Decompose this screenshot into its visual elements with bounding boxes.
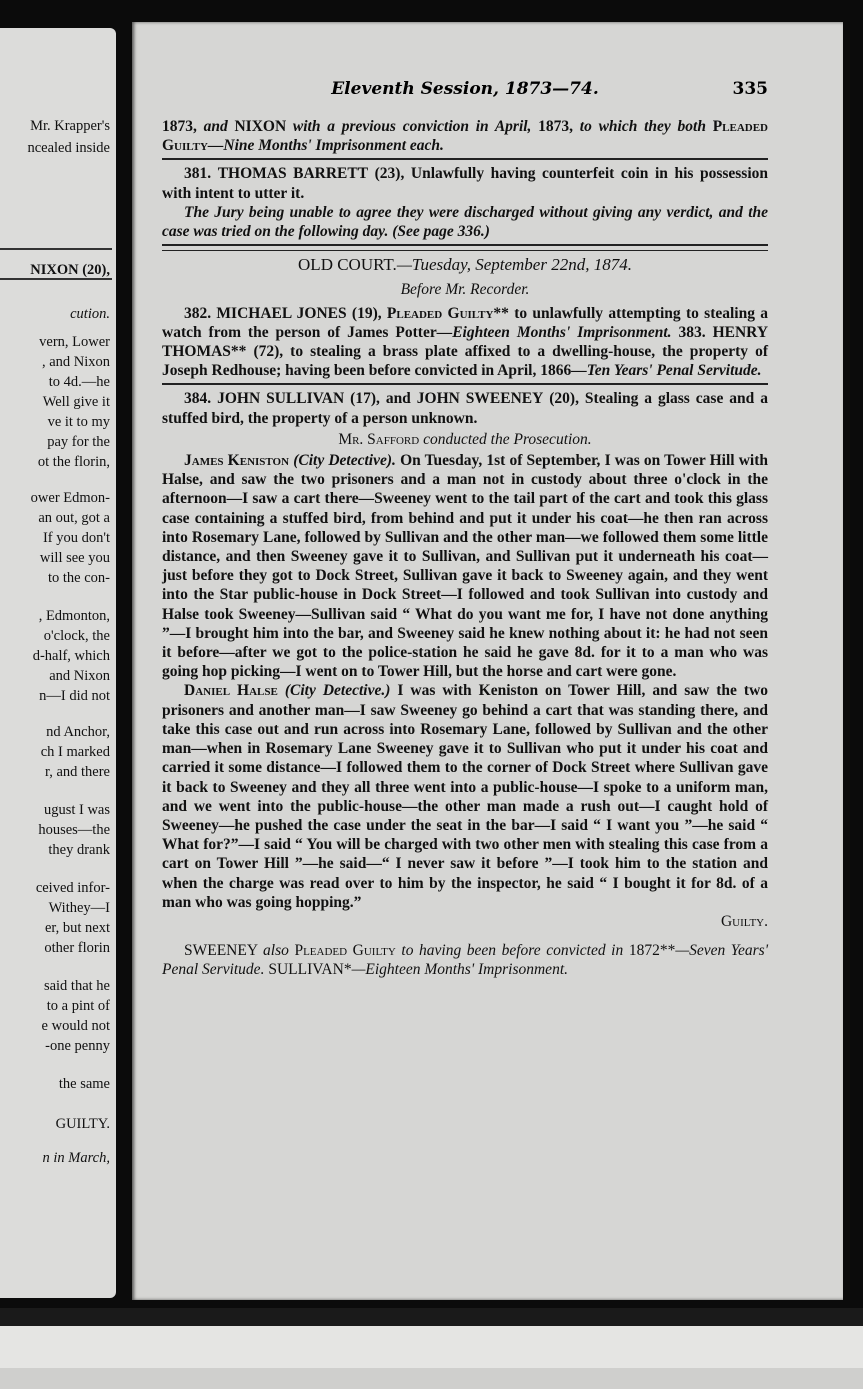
left-page-line: , Edmonton,	[38, 608, 110, 624]
left-page-line: Mr. Krapper's	[30, 118, 110, 134]
left-page-line: vern, Lower	[39, 334, 110, 350]
left-page-line: er, but next	[44, 920, 110, 936]
left-page-line: , and Nixon	[41, 354, 110, 370]
witness-halse: Daniel Halse (City Detective.) I was with Keniston on Tower Hill, and saw the two prisoners and another man—I saw Sweeney go behind a cart that was standing there, and take this case out and run across into Rosemary Lane, followed by Sullivan and the other man—when in Rosemary Lane Sweeney gave it to Sullivan who put it under his coat and carried it some distance—I followed them to the corner of Dock Street where Sullivan gave it back to Sweeney and they all three went into a public-house—I spoke to a uniform man, and we went into the public-house—the other man made a rush out—I caught hold of Sweeney—he pushed the case under the seat in the bar—I said “ I want you ”—he said “ What for?”—I said “ You will be charged with two other men with stealing this case from a cart on Tower Hill ”—he said—“ I never saw it before ”—I took him to the station and when the charge was read over to him by the inspector, he said “ I bought it for 8d. of a man who was going hopping.”	[162, 682, 769, 911]
left-page-line: said that he	[43, 978, 110, 994]
prosecution-line: Mr. Safford conducted the Prosecution.	[338, 430, 592, 448]
right-page	[132, 22, 843, 1300]
left-page-line: pay for the	[47, 434, 110, 450]
left-page-line: Withey—I	[48, 900, 110, 916]
case-381: 381. THOMAS BARRETT (23), Unlawfully having counterfeit coin in his possession with intent to utter it.	[162, 165, 769, 202]
left-page-line: ot the florin,	[37, 454, 110, 470]
left-page-line: ncealed inside	[27, 140, 110, 156]
session-title: Eleventh Session, 1873—74.	[331, 79, 599, 99]
left-page-line: ugust I was	[43, 802, 110, 818]
left-page-line: to a pint of	[46, 998, 110, 1014]
left-page-line: d-half, which	[32, 648, 110, 664]
court-heading: OLD COURT.—Tuesday, September 22nd, 1874.	[298, 255, 632, 275]
left-page-line: an out, got a	[38, 510, 110, 526]
left-page-line: will see you	[39, 550, 110, 566]
divider	[162, 250, 768, 251]
before-judge: Before Mr. Recorder.	[400, 281, 530, 299]
sentences: SWEENEY also Pleaded Guilty to having been before convicted in 1872**—Seven Years' Penal Servitude. SULLIVAN*—Eighteen Months' Imprisonment.	[162, 942, 769, 979]
left-page-line: houses—the	[38, 822, 110, 838]
left-page-line: to the con-	[47, 570, 110, 586]
case-nixon-conclusion: 1873, and NIXON with a previous conviction in April, 1873, to which they both Pleaded Guilty—Nine Months' Imprisonment each.	[162, 118, 769, 155]
left-page-line: cution.	[70, 306, 110, 322]
divider	[162, 158, 768, 160]
left-page-line: the same	[58, 1076, 110, 1092]
page-number: 335	[732, 79, 768, 99]
divider	[162, 244, 768, 246]
page-edge-band	[0, 1368, 863, 1389]
left-page-line: to 4d.—he	[48, 374, 110, 390]
binding-shadow	[0, 1308, 863, 1326]
divider	[162, 383, 768, 385]
left-page-line: other florin	[44, 940, 110, 956]
witness-keniston: James Keniston (City Detective). On Tuesday, 1st of September, I was on Tower Hill with Halse, and saw the two prisoners and a man not in custody about three o'clock in the afternoon—I saw a cart there—Sweeney went to the tail part of the cart and took this glass case containing a stuffed bird, from behind and put it under his coat—he then ran across into Rosemary Lane, followed by Sullivan and the other man—we followed them some little distance, and then Sweeney gave it to Sullivan, and Sullivan put it underneath his coat—just before they got to Dock Street, Sullivan gave it back to Sweeney again, and they went into the Star public-house in Dock Street—I followed and took Sullivan into custody and Halse took Sweeney—Sullivan said “ What do you want me for, I have not done anything ”—I brought him into the bar, and Sweeney said he knew nothing about it: he had not seen it before—after we got to the police-station he said he gave 8d. for it to a man who was going hop picking—I went on to Tower Hill, but the horse and cart were gone.	[162, 452, 769, 681]
left-page-line: ch I marked	[40, 744, 110, 760]
left-page-line: ceived infor-	[35, 880, 110, 896]
left-page-line: -one penny	[45, 1038, 110, 1054]
left-page-line: ve it to my	[47, 414, 110, 430]
left-page-line: ower Edmon-	[30, 490, 110, 506]
left-page-line: nd Anchor,	[46, 724, 110, 740]
left-page-divider	[0, 278, 112, 280]
left-page-line: If you don't	[42, 530, 110, 546]
left-page-line: o'clock, the	[43, 628, 110, 644]
left-page-line: Well give it	[42, 394, 110, 410]
left-page-line: they drank	[48, 842, 110, 858]
page-bottom-edge	[0, 1308, 863, 1389]
page-body	[162, 117, 768, 980]
verdict: Guilty.	[720, 912, 768, 930]
left-page-line: r, and there	[44, 764, 110, 780]
left-page-line: n—I did not	[39, 688, 110, 704]
case-382-383: 382. MICHAEL JONES (19), Pleaded Guilty** to unlawfully attempting to stealing a watch from the person of James Potter—Eighteen Months' Imprisonment. 383. HENRY THOMAS** (72), to stealing a brass plate affixed to a dwelling-house, the property of Joseph Redhouse; having been before convicted in April, 1866—Ten Years' Penal Servitude.	[162, 304, 769, 380]
left-page	[0, 28, 116, 1298]
running-header	[162, 79, 768, 103]
left-page-line: n in March,	[42, 1150, 110, 1166]
case-381-note: The Jury being unable to agree they were discharged without giving any verdict, and the case was tried on the following day. (See page 336.)	[162, 203, 768, 241]
left-page-line: GUILTY.	[55, 1116, 110, 1132]
left-page-divider	[0, 248, 112, 250]
left-page-line: NIXON (20),	[30, 262, 110, 278]
left-page-line: e would not	[41, 1018, 110, 1034]
left-page-line: and Nixon	[49, 668, 110, 684]
case-384: 384. JOHN SULLIVAN (17), and JOHN SWEENEY (20), Stealing a glass case and a stuffed bird, the property of a person unknown.	[162, 390, 768, 427]
